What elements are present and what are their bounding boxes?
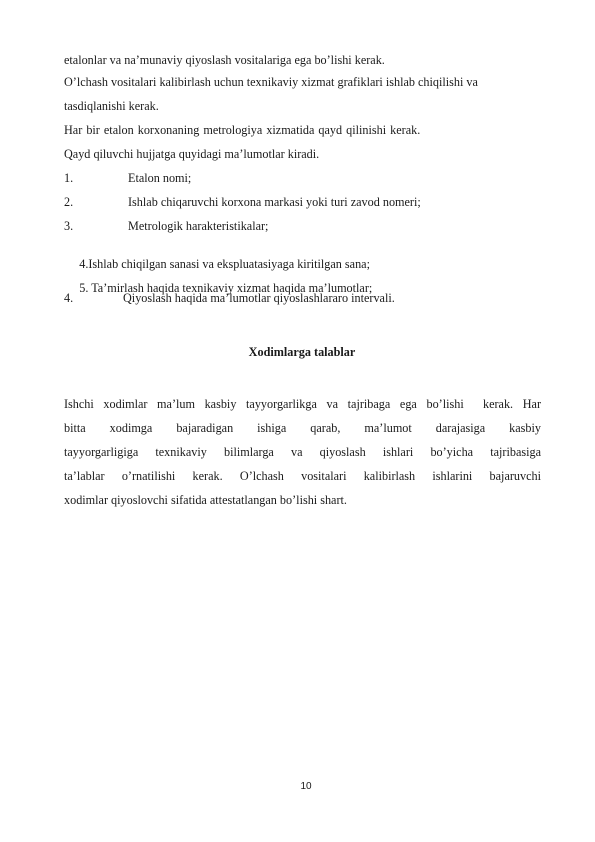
list-item	[64, 291, 395, 305]
list-item	[64, 171, 191, 185]
paragraph-line: Qayd qiluvchi hujjatga quyidagi ma’lumotlar kiradi.	[64, 147, 320, 161]
list-text: Etalon nomi;	[128, 171, 192, 185]
paragraph-line: Ishchi xodimlar ma’lum kasbiy tayyorgarlikga va tajribaga ega bo’lishi kerak. Har	[64, 397, 541, 411]
list-number: 1.	[64, 171, 74, 185]
list-item	[64, 219, 268, 233]
paragraph-line: tasdiqlanishi kerak.	[64, 99, 159, 113]
list-text: 4.Ishlab chiqilgan sanasi va ekspluatasiyaga kiritilgan sana;	[76, 257, 370, 271]
paragraph-line: etalonlar va na’munaviy qiyoslash vositalariga ega bo’lishi kerak.	[64, 53, 385, 67]
list-item	[64, 195, 421, 209]
page-number: 10	[300, 781, 312, 792]
paragraph-line: tayyorgarligiga texnikaviy bilimlarga va qiyoslash ishlari bo’yicha tajribasiga	[64, 445, 541, 459]
list-text: Ishlab chiqaruvchi korxona markasi yoki turi zavod nomeri;	[128, 195, 421, 209]
paragraph-line: xodimlar qiyoslovchi sifatida attestatlangan bo’lishi shart.	[64, 493, 347, 507]
paragraph-line: bitta xodimga bajaradigan ishiga qarab, ma’lumot darajasiga kasbiy	[64, 421, 541, 435]
list-text: 5. Ta’mirlash haqida texnikaviy xizmat haqida ma’lumotlar;	[76, 281, 373, 295]
list-number: 2.	[64, 195, 74, 209]
list-text: Metrologik harakteristikalar;	[128, 219, 269, 233]
section-title: Xodimlarga talablar	[248, 345, 356, 359]
paragraph-line: O’lchash vositalari kalibirlash uchun texnikaviy xizmat grafiklari ishlab chiqilishi va	[64, 75, 478, 89]
paragraph-line: ta’lablar o’rnatilishi kerak. O’lchash vositalari kalibirlash ishlarini bajaruvchi	[64, 469, 541, 483]
list-number: 3.	[64, 219, 74, 233]
paragraph-line: Har bir etalon korxonaning metrologiya xizmatida qayd qilinishi kerak.	[64, 123, 421, 137]
list-number: 4.	[64, 291, 74, 305]
list-text: Qiyoslash haqida ma’lumotlar qiyoslashlararo intervali.	[123, 291, 395, 305]
